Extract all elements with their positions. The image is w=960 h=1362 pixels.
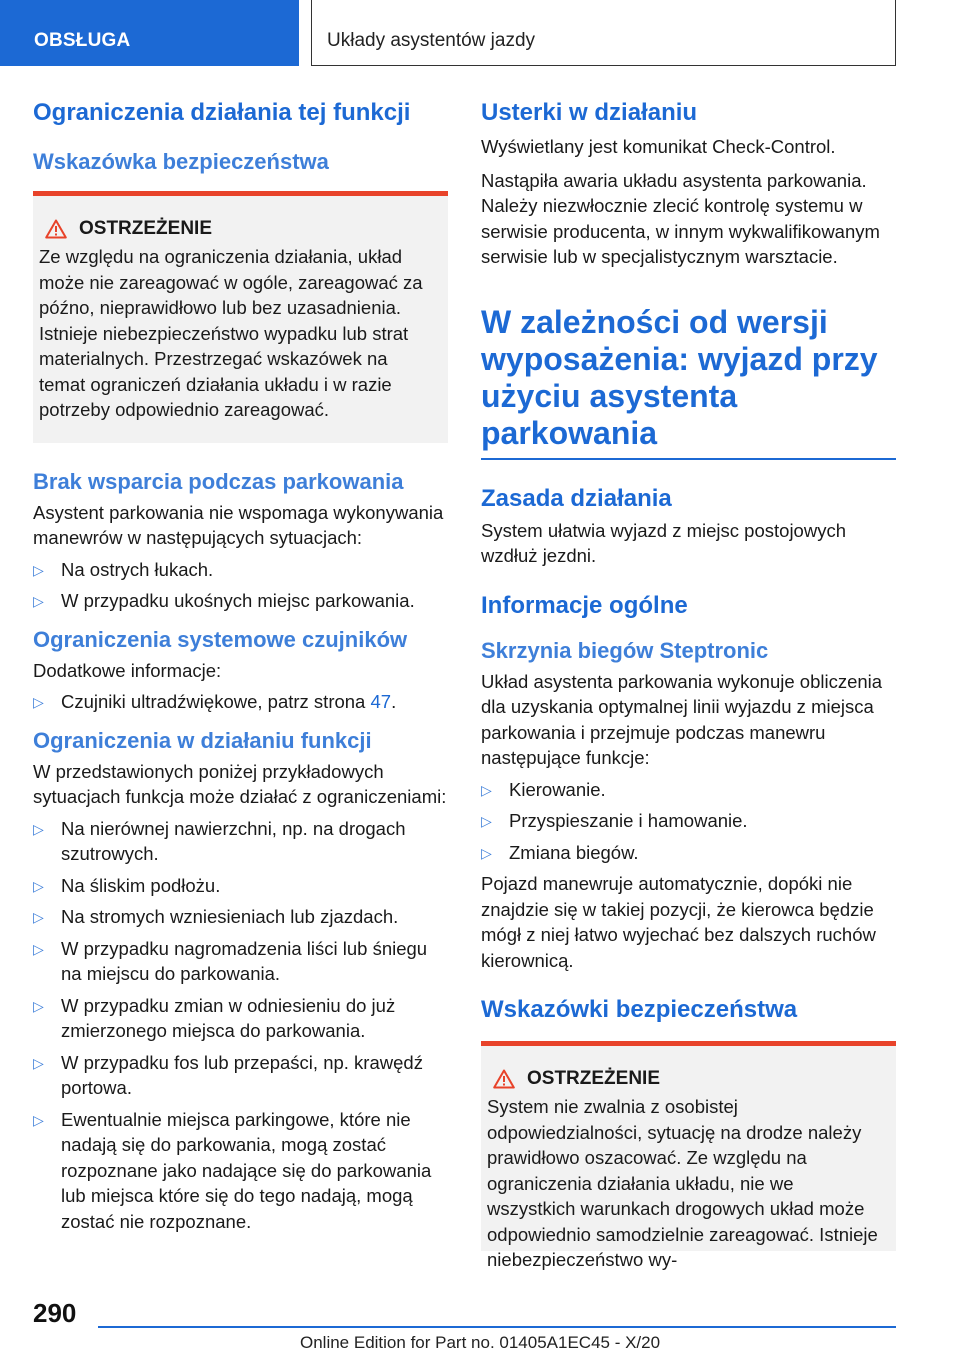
warning-header: [487, 1068, 884, 1090]
heading-steptronic: Skrzynia biegów Steptronic: [481, 637, 769, 663]
paragraph-principle: System ułatwia wyjazd z miejsc postojowych wzdłuż jezdni.: [481, 519, 846, 566]
heading-faults: Usterki w działaniu: [481, 99, 698, 126]
list-item: ▷ Ewentualnie miejsca parkingowe, które nie nadają się do parkowania, mogą zostać rozpoznane jako nadające się do parkowania lub miejsca które się do tego nadają, mogą zostać nie rozpoznane.: [33, 1107, 448, 1235]
list-steptronic: [481, 777, 896, 866]
heading-principle: Zasada działania: [481, 484, 672, 512]
warning-triangle-icon: [493, 1069, 515, 1089]
paragraph-function-limits: W przedstawionych poniżej przykładowych sytuacjach funkcja może działać z ograniczeniami:: [33, 760, 447, 807]
list-item: ▷ Przyspieszanie i hamowanie.: [481, 808, 896, 834]
list-item: ▷ Kierowanie.: [481, 777, 896, 803]
warning-box: [481, 1041, 896, 1270]
list-item: ▷ Zmiana biegów.: [481, 840, 896, 866]
list-function-limits: [33, 816, 448, 1235]
footer-edition: Online Edition for Part no. 01405A1EC45 - X/20: [300, 1333, 661, 1352]
section-tab: OBSŁUGA: [0, 0, 299, 66]
page-link[interactable]: 47: [370, 691, 392, 712]
list-item: ▷ W przypadku fos lub przepaści, np. krawędź portowa.: [33, 1050, 448, 1101]
warning-text: System nie zwalnia z osobistej odpowiedzialności, sytuację na drodze należy prawidłowo oszacować. Ze względu na ograniczenia działania układu, nie we wszystkich warunkach drogowych układ może odpowiednio samodzielnie zareagować. Istnieje niebezpieczeństwo wy-: [487, 1096, 878, 1270]
list-item: ▷ Na nierównej nawierzchni, np. na drogach szutrowych.: [33, 816, 448, 867]
paragraph-auto: Pojazd manewruje automatycznie, dopóki nie znajdzie się w takiej pozycji, że kierowca będzie mógł z niej łatwo wyjechać bez dalszych ruchów kierownicą.: [481, 873, 876, 971]
paragraph-no-support: Asystent parkowania nie wspomaga wykonywania manewrów w następujących sytuacjach:: [33, 501, 444, 548]
right-column: [481, 98, 896, 1270]
warning-label: OSTRZEŻENIE: [527, 1068, 661, 1089]
heading-safety-note: Wskazówka bezpieczeństwa: [33, 149, 329, 174]
list-item: ▷ W przypadku ukośnych miejsc parkowania.: [33, 588, 448, 614]
warning-box: [33, 191, 448, 443]
list-item: ▷ Na śliskim podłożu.: [33, 873, 448, 899]
paragraph-steptronic: Układ asystenta parkowania wykonuje obliczenia dla uzyskania optymalnej linii wyjazdu z miejsca parkowania i przejmuje podczas manewru następujące funkcje:: [481, 670, 883, 768]
heading-safety-notes: Wskazówki bezpieczeństwa: [481, 996, 798, 1023]
footer-divider: [98, 1326, 896, 1328]
paragraph-faults-2: Nastąpiła awaria układu asystenta parkowania. Należy niezwłocznie zlecić kontrolę systemu w serwisie producenta, w innym wykwalifikowanym serwisie lub w specjalistycznym warsztacie.: [481, 169, 880, 267]
heading-general: Informacje ogólne: [481, 591, 688, 619]
list-item: ▷ W przypadku zmian w odniesieniu do już zmierzonego miejsca do parkowania.: [33, 993, 448, 1044]
paragraph-sensors: Dodatkowe informacje:: [33, 659, 222, 681]
list-item: [33, 689, 448, 715]
left-column: [33, 98, 448, 1240]
page-number: 290: [33, 1298, 77, 1328]
heading-function-limits: Ograniczenia w działaniu funkcji: [33, 727, 372, 753]
heading-limits: Ograniczenia działania tej funkcji: [33, 99, 411, 126]
sensor-item-end: .: [391, 691, 397, 712]
sensor-item-text: Czujniki ultradźwiękowe, patrz strona: [61, 691, 366, 712]
paragraph-faults-1: Wyświetlany jest komunikat Check-Control.: [481, 136, 836, 157]
warning-label: OSTRZEŻENIE: [79, 218, 213, 239]
warning-text: Ze względu na ograniczenia działania, układ może nie zareagować w ogóle, zareagować za późno, nieprawidłowo lub bez uzasadnienia. Istnieje niebezpieczeństwo wypadku lub strat materialnych. Przestrzegać wskazówek na temat ograniczeń działania układu i w razie potrzeby odpowiednio zareagować.: [39, 246, 423, 420]
list-item: ▷ Na stromych wzniesieniach lub zjazdach.: [33, 904, 448, 930]
list-sensors: [33, 689, 448, 715]
chapter-heading: W zależności od wersji wyposażenia: wyjazd przy użyciu asystenta parkowania: [481, 303, 878, 451]
page-header: [0, 0, 960, 66]
chapter-heading-block: [481, 304, 896, 460]
warning-header: [39, 218, 436, 240]
chapter-title: Układy asystentów jazdy: [311, 0, 896, 66]
list-item: ▷ Na ostrych łukach.: [33, 557, 448, 583]
warning-triangle-icon: [45, 219, 67, 239]
list-no-support: [33, 557, 448, 614]
heading-no-support: Brak wsparcia podczas parkowania: [33, 468, 404, 494]
heading-sensors: Ograniczenia systemowe czujników: [33, 626, 408, 652]
list-item: ▷ W przypadku nagromadzenia liści lub śniegu na miejscu do parkowania.: [33, 936, 448, 987]
